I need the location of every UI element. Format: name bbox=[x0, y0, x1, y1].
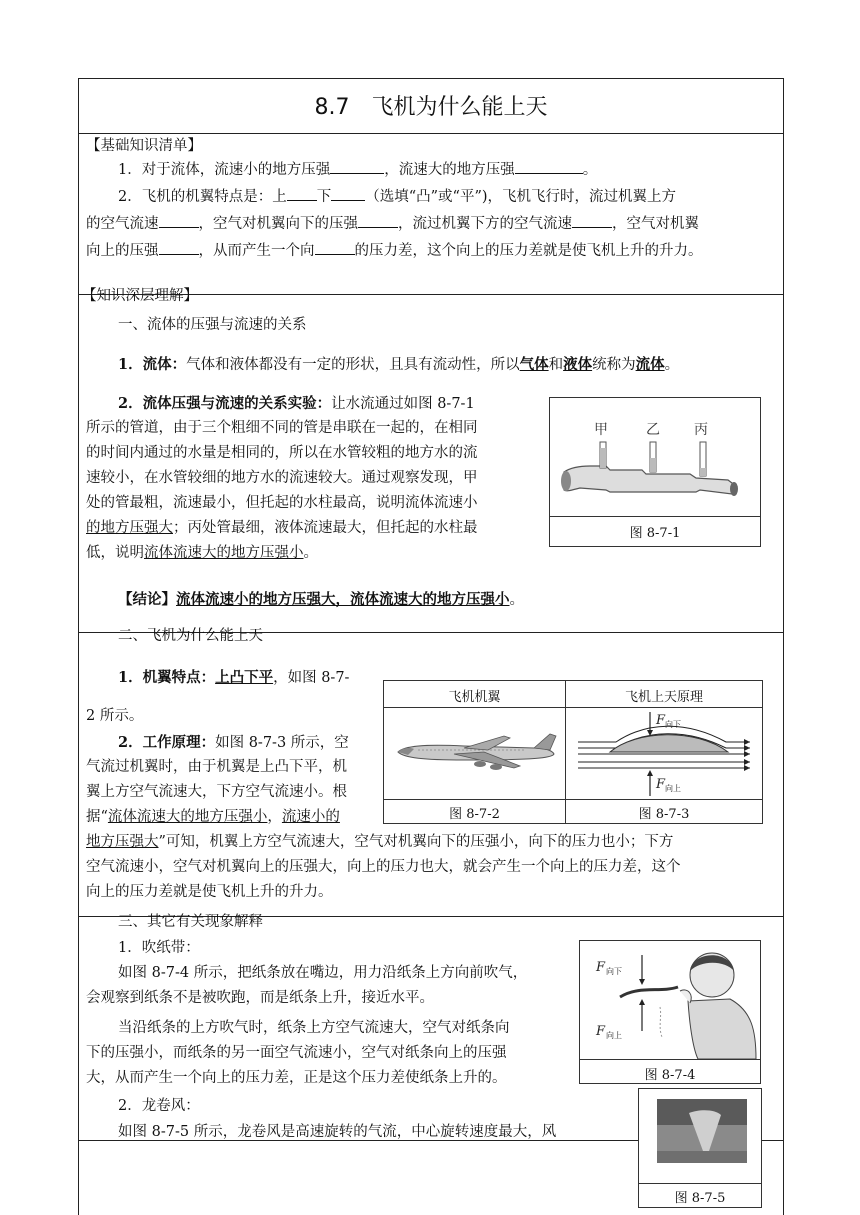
svg-text:F: F bbox=[596, 960, 606, 975]
tornado-heading: 2．龙卷风： bbox=[118, 1098, 200, 1114]
section-1-heading: 一、流体的压强与流速的关系 bbox=[118, 317, 307, 333]
experiment-line-2: 所示的管道，由于三个粗细不同的管是串联在一起的，在相同 bbox=[86, 420, 478, 436]
svg-text:向下: 向下 bbox=[665, 720, 681, 729]
pipe-outlet bbox=[730, 482, 738, 496]
experiment-line-1: 2．流体压强与流速的关系实验：让水流通过如图 8-7-1 bbox=[118, 395, 475, 412]
page-title: 8.7 飞机为什么能上天 bbox=[314, 95, 548, 120]
working-line-3: 翼上方空气流速大，下方空气流速小。根 bbox=[86, 784, 347, 800]
experiment-line-3: 的时间内通过的水量是相同的，所以在水管较粗的地方水的流 bbox=[86, 445, 478, 461]
section-2-heading: 二、飞机为什么能上天 bbox=[118, 628, 263, 644]
airplane-image bbox=[384, 708, 565, 798]
blow-line-3: 当沿纸条的上方吹气时，纸条上方空气流速大，空气对纸条向 bbox=[118, 1020, 510, 1036]
experiment-line-7: 低，说明流体流速大的地方压强小。 bbox=[86, 545, 318, 561]
tornado-image bbox=[639, 1089, 761, 1183]
svg-text:F: F bbox=[656, 777, 666, 792]
blow-line-2: 会观察到纸条不是被吹跑，而是纸条上升，接近水平。 bbox=[86, 990, 434, 1006]
blow-paper-heading: 1．吹纸带： bbox=[118, 940, 200, 956]
experiment-line-6: 的地方压强大；丙处管最细，液体流速最大，但托起的水柱最 bbox=[86, 520, 478, 536]
fluid-definition: 1．流体：气体和液体都没有一定的形状，且具有流动性，所以气体和液体统称为流体。 bbox=[118, 356, 680, 373]
figure-pipe-experiment bbox=[549, 397, 761, 547]
working-line-4: 据“流体流速大的地方压强小，流速小的 bbox=[86, 809, 340, 825]
label-bing: 丙 bbox=[694, 422, 708, 438]
svg-text:向上: 向上 bbox=[665, 784, 681, 793]
caption-8-7-5: 图 8-7-5 bbox=[674, 1191, 726, 1206]
label-yi: 乙 bbox=[646, 422, 660, 438]
lift-diagram bbox=[566, 708, 762, 798]
label-jia: 甲 bbox=[594, 422, 608, 438]
basic-header: 【基础知识清单】 bbox=[86, 138, 202, 154]
water-jia bbox=[600, 448, 606, 468]
svg-text:向上: 向上 bbox=[606, 1031, 622, 1040]
wing-feature-cont: 2 所示。 bbox=[86, 708, 144, 724]
working-line-1: 2．工作原理：如图 8-7-3 所示，空 bbox=[118, 734, 349, 751]
caption-8-7-4: 图 8-7-4 bbox=[644, 1068, 696, 1083]
caption-8-7-3: 图 8-7-3 bbox=[638, 807, 690, 822]
table-header-wing: 飞机机翼 bbox=[448, 690, 501, 705]
table-header-lift: 飞机上天原理 bbox=[624, 690, 703, 705]
tornado-line-1: 如图 8-7-5 所示，龙卷风是高速旋转的气流，中心旋转速度最大，风 bbox=[118, 1124, 557, 1140]
water-yi bbox=[650, 458, 656, 472]
section-3-heading: 三、其它有关现象解释 bbox=[118, 914, 263, 930]
blow-line-5: 大，从而产生一个向上的压力差，正是这个压力差使纸条上升的。 bbox=[86, 1070, 507, 1086]
question-2-line-3: 向上的压强 ，从而产生一个向 的压力差，这个向上的压力差就是使飞机上升的升力。 bbox=[86, 239, 703, 264]
boy-blowing-image bbox=[580, 941, 760, 1059]
experiment-line-5: 处的管最粗，流速最小，但托起的水柱最高，说明流体流速小 bbox=[86, 495, 478, 511]
svg-text:F: F bbox=[596, 1024, 606, 1039]
working-line-2: 气流过机翼时，由于机翼是上凸下平，机 bbox=[86, 759, 347, 775]
working-line-5: 地方压强大”可知，机翼上方空气流速大，空气对机翼向下的压强小，向下的压力也小；下方 bbox=[86, 834, 674, 850]
working-line-7: 向上的压力差就是使飞机上升的升力。 bbox=[86, 884, 333, 900]
figure-wing-table bbox=[383, 680, 763, 824]
blow-line-1: 如图 8-7-4 所示，把纸条放在嘴边，用力沿纸条上方向前吹气， bbox=[118, 965, 528, 981]
question-2-line-2: 的空气流速 ，空气对机翼向下的压强 ，流过机翼下方的空气流速 ，空气对机翼 bbox=[86, 212, 699, 237]
experiment-line-4: 速较小，在水管较细的地方水的流速较大。通过观察发现，甲 bbox=[86, 470, 478, 486]
question-1: 1．对于流体，流速小的地方压强 ，流速大的地方压强 。 bbox=[118, 158, 597, 183]
figure-tornado bbox=[638, 1088, 762, 1208]
question-2-line-1: 2．飞机的机翼特点是：上 下 （选填“凸”或“平”)，飞机飞行时，流过机翼上方 bbox=[118, 185, 676, 210]
blow-line-4: 下的压强小，而纸条的另一面空气流速小，空气对纸条向上的压强 bbox=[86, 1045, 507, 1061]
deep-header: 【知识深层理解】 bbox=[82, 288, 198, 304]
figure-caption: 图 8-7-1 bbox=[629, 526, 681, 541]
figure-blow-paper bbox=[579, 940, 761, 1084]
conclusion: 【结论】流体流速小的地方压强大，流体流速大的地方压强小。 bbox=[118, 592, 524, 608]
pipe-inlet bbox=[561, 471, 571, 491]
svg-text:F: F bbox=[656, 713, 666, 728]
wing-feature: 1．机翼特点：上凸下平，如图 8-7- bbox=[118, 669, 350, 686]
water-bing bbox=[700, 468, 706, 476]
svg-text:向下: 向下 bbox=[606, 967, 622, 976]
working-line-6: 空气流速小，空气对机翼向上的压强大，向上的压力也大，就会产生一个向上的压力差，这个 bbox=[86, 859, 681, 875]
caption-8-7-2: 图 8-7-2 bbox=[449, 807, 500, 822]
